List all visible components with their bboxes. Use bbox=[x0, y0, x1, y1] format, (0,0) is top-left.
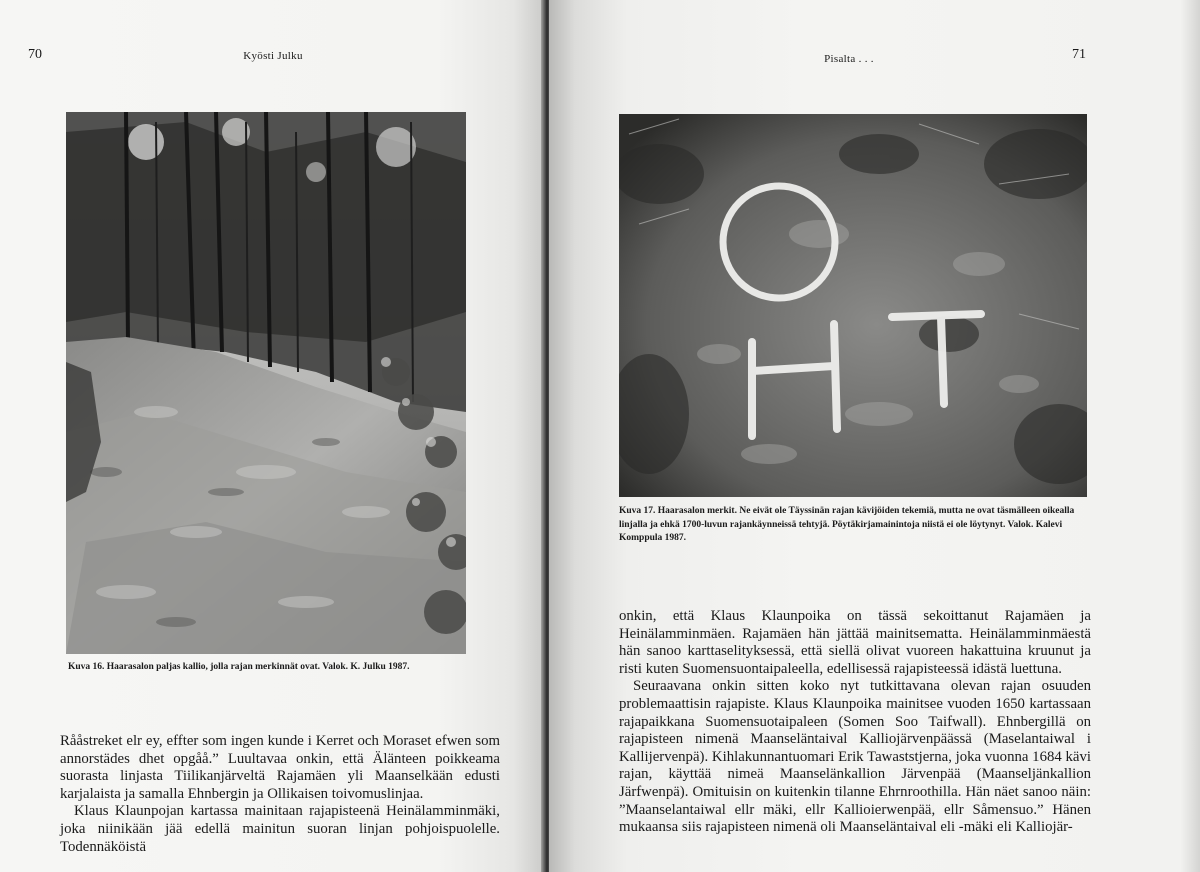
right-page bbox=[549, 0, 1200, 872]
figure-rock-markings-photo bbox=[619, 114, 1087, 497]
left-page bbox=[0, 0, 546, 872]
paragraph: Klaus Klaunpojan kartassa mainitaan rajapisteenä Heinälamminmäki, joka niinikään jää edellä mainitun suoran linjan pohjoispuolelle. Todennäköistä bbox=[60, 803, 500, 855]
running-head-right: Pisalta . . . bbox=[824, 53, 874, 65]
paragraph: Rååstreket elr ey, effter som ingen kunde i Kerret och Moraset efwen som annorstädes dhet opgåå.” Luultavaa onkin, että Älänteen poikkeama suorasta linjasta Tiilikanjärveltä Rajamäen yli Maanselkään edusti karjalaista ja samalla Ehnbergin ja Ollikaisen toivomuslinjaa. bbox=[60, 733, 500, 802]
paragraph: Seuraavana onkin sitten koko nyt tutkittavana olevan rajan osuuden problemaattisin rajapiste. Klaus Klaunpoika mainitsee vuoden 1650 kartassaan rajapaikkana Suomensuotaipaleen (Somen Soo Taifwall). Ehnbergillä on rajapisteen nimenä Maanseläntaival Kalliojärvenpäässä (Maselantaiwal i Kallijervenpä). Kihlakunnantuomari Erik Tawaststjerna, joka vuonna 1684 kävi rajan, käyttää nimeä Maanselänkallion Järvenpää (Maanseljänkallion Järfwenpä). Omituisin on kuitenkin tilanne Ehrnroothilla. Hän näet sanoo näin: ”Maanselantaiwal ellr mäki, ellr Kallioierwenpää, ellr Såmensuo.” Hänen mukaansa siis rajapisteen nimenä oli Maanseläntaival eli -mäki eli Kalliojär- bbox=[619, 678, 1091, 836]
figure-caption-16: Kuva 16. Haarasalon paljas kallio, jolla rajan merkinnät ovat. Valok. K. Julku 1987. bbox=[68, 662, 410, 672]
figure-caption-17: Kuva 17. Haarasalon merkit. Ne eivät ole Täyssinän rajan kävijöiden tekemiä, mutta ne ovat täsmälleen oikealla linjalla ja ehkä 1700-luvun rajankäynneissä tehtyjä. Pöytäkirjamainintoja niistä ei ole löytynyt. Valok. Kalevi Komppula 1987. bbox=[619, 506, 1075, 543]
page-number-left: 70 bbox=[28, 47, 42, 62]
page-number-right: 71 bbox=[1072, 47, 1086, 62]
right-body-text bbox=[619, 608, 1091, 837]
left-body-text bbox=[60, 733, 500, 856]
running-head-left: Kyösti Julku bbox=[243, 50, 303, 62]
paragraph: onkin, että Klaus Klaunpoika on tässä sekoittanut Rajamäen ja Heinälamminmäen. Rajamäen hän jättää mainitsematta. Heinälamminmäestä hän sanoo karttaselityksessä, että siellä olivat vuoreen hakattuina kruunut ja risti kuten Suomensuontaipaleella, edellisessä rajapisteessä idästä luettuna. bbox=[619, 608, 1091, 677]
figure-forest-rock-photo bbox=[66, 112, 466, 654]
